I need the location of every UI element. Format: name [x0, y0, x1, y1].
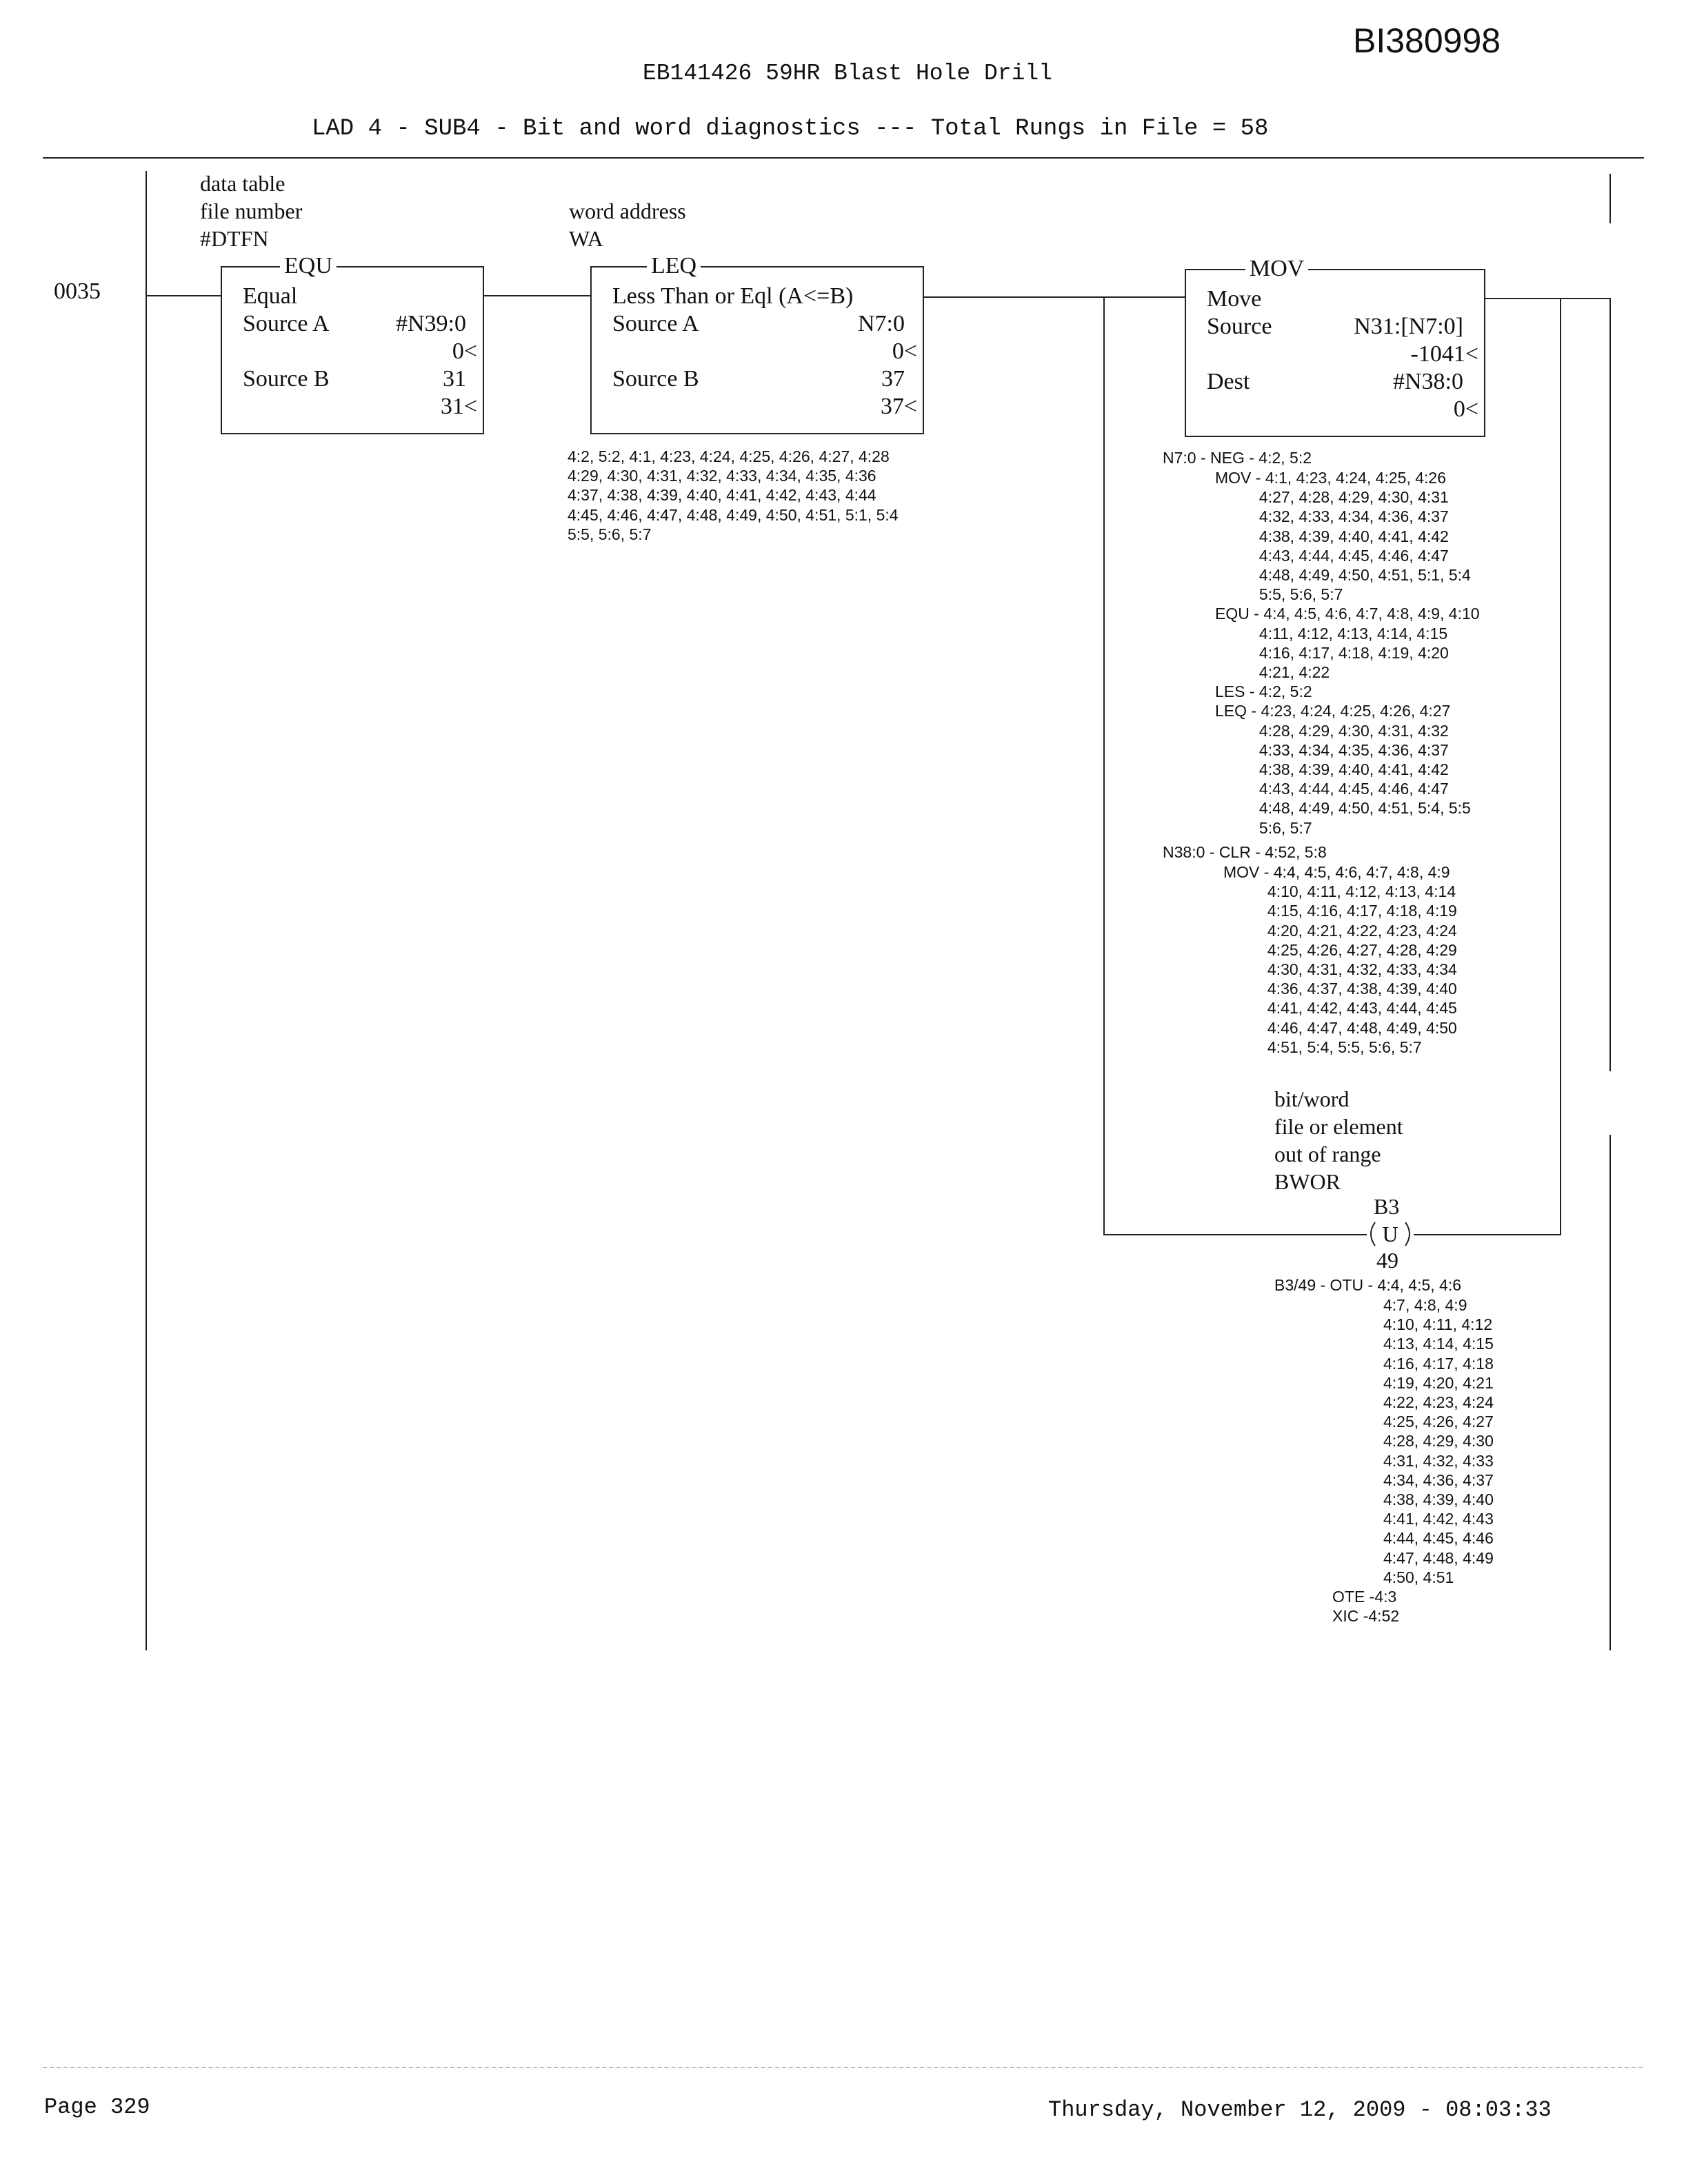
n38-cross-reference-header: N38:0 - CLR - 4:52, 5:8	[1163, 843, 1327, 861]
branch-wire-left	[1103, 296, 1105, 1234]
b3-other-references: OTE -4:3 XIC -4:52	[1332, 1588, 1400, 1626]
equ-label-line-1: data table	[200, 171, 285, 196]
leq-source-a-current: 0<	[892, 338, 917, 364]
branch-wire-right	[1560, 298, 1561, 1234]
rung-wire	[146, 295, 221, 296]
otu-file-address: B3	[1374, 1194, 1400, 1219]
project-title: EB141426 59HR Blast Hole Drill	[642, 61, 1053, 86]
mov-dest-current: 0<	[1453, 396, 1478, 422]
equ-name: Equal	[243, 283, 298, 309]
equ-label-line-3: #DTFN	[200, 226, 269, 251]
right-power-rail-top	[1609, 174, 1611, 223]
otu-label-line-1: bit/word	[1274, 1086, 1350, 1111]
equ-instruction-block	[221, 253, 484, 434]
leq-source-a-value: N7:0	[858, 311, 905, 336]
equ-title: EQU	[280, 252, 337, 280]
mov-dest-value: #N38:0	[1393, 369, 1463, 394]
right-power-rail-lower	[1609, 1135, 1611, 1650]
mov-dest-label: Dest	[1207, 369, 1250, 394]
rung-number: 0035	[54, 279, 101, 304]
document-id: BI380998	[1353, 21, 1501, 60]
otu-label-line-2: file or element	[1274, 1114, 1403, 1139]
mov-instruction-block	[1185, 256, 1485, 437]
leq-source-b-label: Source B	[612, 366, 699, 392]
b3-cross-reference-header: B3/49 - OTU - 4:4, 4:5, 4:6	[1274, 1276, 1462, 1294]
leq-title: LEQ	[647, 252, 701, 280]
n38-cross-reference: MOV - 4:4, 4:5, 4:6, 4:7, 4:8, 4:9 4:10, 4:11, 4:12, 4:13, 4:14 4:15, 4:16, 4:17, 4:18, 4:19 4:20, 4:21, 4:22, 4:23, 4:24 4:25, 4:26, 4:27, 4:28, 4:29 4:30, 4:31, 4:32, 4:33, 4:34 4:36, 4:37, 4:38, 4:39, 4:40 4:41, 4:42, 4:43, 4:44, 4:45 4:46, 4:47, 4:48, 4:49, 4:50 4:51, 5:4, 5:5, 5:6, 5:7	[1223, 863, 1457, 1056]
leq-cross-reference: 4:2, 5:2, 4:1, 4:23, 4:24, 4:25, 4:26, 4:27, 4:28 4:29, 4:30, 4:31, 4:32, 4:33, 4:34, 4:35, 4:36 4:37, 4:38, 4:39, 4:40, 4:41, 4:42, 4:43, 4:44 4:45, 4:46, 4:47, 4:48, 4:49, 4:50, 4:51, 5:1, 5:4 5:5, 5:6, 5:7	[568, 447, 899, 543]
rung-wire	[923, 296, 1186, 298]
b3-cross-reference: 4:7, 4:8, 4:9 4:10, 4:11, 4:12 4:13, 4:14, 4:15 4:16, 4:17, 4:18 4:19, 4:20, 4:21 4:22, 4:23, 4:24 4:25, 4:26, 4:27 4:28, 4:29, 4:30 4:31, 4:32, 4:33 4:34, 4:36, 4:37 4:38, 4:39, 4:40 4:41, 4:42, 4:43 4:44, 4:45, 4:46 4:47, 4:48, 4:49 4:50, 4:51	[1383, 1296, 1494, 1586]
coil-symbol: U	[1382, 1222, 1398, 1246]
mov-name: Move	[1207, 286, 1262, 312]
rung-wire	[483, 295, 592, 296]
leq-name: Less Than or Eql (A<=B)	[612, 283, 854, 309]
branch-wire-bottom	[1103, 1234, 1367, 1235]
otu-label-line-4: BWOR	[1274, 1169, 1341, 1194]
rung-wire	[1484, 298, 1611, 299]
print-date: Thursday, November 12, 2009 - 08:03:33	[1048, 2097, 1552, 2123]
leq-label-line-2: WA	[569, 226, 603, 251]
equ-source-b-value: 31	[443, 366, 466, 392]
leq-label-line-1: word address	[569, 199, 686, 223]
equ-source-b-current: 31<	[440, 394, 477, 419]
otu-bit-number: 49	[1376, 1248, 1398, 1273]
branch-wire-bottom	[1414, 1234, 1561, 1235]
leq-source-a-label: Source A	[612, 311, 699, 336]
equ-source-a-value: #N39:0	[396, 311, 466, 336]
equ-source-b-label: Source B	[243, 366, 330, 392]
left-power-rail	[146, 171, 147, 1650]
mov-source-current: -1041<	[1410, 341, 1478, 367]
output-unlatch-coil	[1365, 1220, 1415, 1248]
n7-cross-reference: MOV - 4:1, 4:23, 4:24, 4:25, 4:26 4:27, 4:28, 4:29, 4:30, 4:31 4:32, 4:33, 4:34, 4:36, 4:37 4:38, 4:39, 4:40, 4:41, 4:42 4:43, 4:44, 4:45, 4:46, 4:47 4:48, 4:49, 4:50, 4:51, 5:1, 5:4 5:5, 5:6, 5:7 EQU - 4:4, 4:5, 4:6, 4:7, 4:8, 4:9, 4:10 4:11, 4:12, 4:13, 4:14, 4:15 4:16, 4:17, 4:18, 4:19, 4:20 4:21, 4:22 LES - 4:2, 5:2 LEQ - 4:23, 4:24, 4:25, 4:26, 4:27 4:28, 4:29, 4:30, 4:31, 4:32 4:33, 4:34, 4:35, 4:36, 4:37 4:38, 4:39, 4:40, 4:41, 4:42 4:43, 4:44, 4:45, 4:46, 4:47 4:48, 4:49, 4:50, 4:51, 5:4, 5:5 5:6, 5:7	[1215, 469, 1480, 837]
n7-cross-reference-header: N7:0 - NEG - 4:2, 5:2	[1163, 449, 1312, 467]
mov-title: MOV	[1245, 255, 1308, 283]
page-number: Page 329	[44, 2094, 150, 2120]
header-rule	[43, 157, 1644, 159]
right-power-rail	[1609, 298, 1611, 1071]
equ-label-line-2: file number	[200, 199, 303, 223]
leq-instruction-block	[590, 253, 924, 434]
equ-source-a-label: Source A	[243, 311, 330, 336]
leq-source-b-value: 37	[881, 366, 905, 392]
otu-label-line-3: out of range	[1274, 1142, 1381, 1166]
footer-rule	[43, 2067, 1643, 2068]
equ-source-a-current: 0<	[452, 338, 477, 364]
file-header: LAD 4 - SUB4 - Bit and word diagnostics --- Total Rungs in File = 58	[312, 116, 1269, 142]
mov-source-value: N31:[N7:0]	[1354, 314, 1463, 339]
leq-source-b-current: 37<	[880, 394, 917, 419]
mov-source-label: Source	[1207, 314, 1272, 339]
